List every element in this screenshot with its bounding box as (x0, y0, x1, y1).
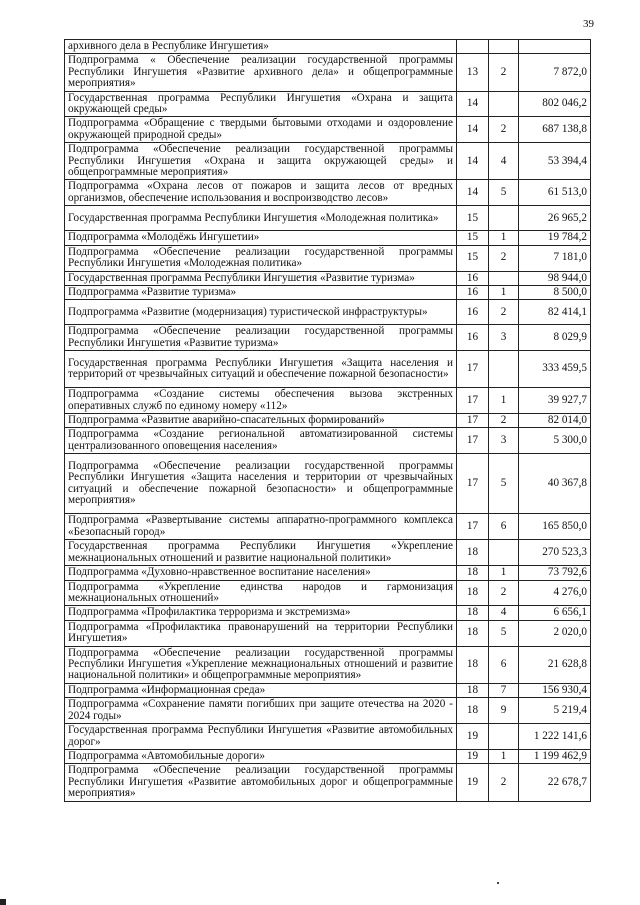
subprogram-code-cell: 5 (489, 620, 519, 646)
subprogram-code-cell (489, 40, 519, 54)
subprogram-code-cell: 2 (489, 54, 519, 91)
subprogram-code-cell (489, 540, 519, 566)
table-row (65, 351, 591, 388)
amount-cell: 98 944,0 (519, 271, 591, 285)
program-name-cell: Подпрограмма «Обеспечение реализации государственной программы Республики Ингушетия «Охрана и защита окружающей среды» и общепрограммные мероприятия» (65, 143, 457, 180)
program-name-cell: Подпрограмма « Обеспечение реализации государственной программы Республики Ингушетия «Развитие архивного дела» и общепрограммные мероприятия» (65, 54, 457, 91)
program-code-cell: 17 (457, 514, 489, 540)
amount-cell: 19 784,2 (519, 231, 591, 245)
amount-cell: 2 020,0 (519, 620, 591, 646)
program-code-cell: 18 (457, 683, 489, 697)
program-name-cell: Государственная программа Республики Ингушетия «Защита населения и территорий от чрезвычайных ситуаций и обеспечение пожарной безопасности» (65, 351, 457, 388)
program-code-cell: 17 (457, 428, 489, 454)
amount-cell: 687 138,8 (519, 117, 591, 143)
subprogram-code-cell: 1 (489, 285, 519, 299)
table-row (65, 143, 591, 180)
program-name-cell: Государственная программа Республики Ингушетия «Охрана и защита окружающей среды» (65, 91, 457, 117)
amount-cell: 40 367,8 (519, 454, 591, 514)
program-name-cell: Подпрограмма «Профилактика правонарушений на территории Республики Ингушетия» (65, 620, 457, 646)
table-row (65, 388, 591, 414)
program-name-cell: Подпрограмма «Профилактика терроризма и экстремизма» (65, 606, 457, 620)
program-name-cell: Подпрограмма «Развертывание системы аппаратно-программного комплекса «Безопасный город» (65, 514, 457, 540)
amount-cell: 4 276,0 (519, 580, 591, 606)
amount-cell: 270 523,3 (519, 540, 591, 566)
program-name-cell: Подпрограмма «Духовно-нравственное воспитание населения» (65, 566, 457, 580)
program-name-cell: Подпрограмма «Информационная среда» (65, 683, 457, 697)
table-row (65, 540, 591, 566)
table-row (65, 245, 591, 271)
amount-cell: 8 500,0 (519, 285, 591, 299)
program-name-cell: Подпрограмма «Обеспечение реализации государственной программы Республики Ингушетия «Защита населения и территории от чрезвычайных ситуаций и обеспечение пожарной безопасности» и общепрограммные мероприятия» (65, 454, 457, 514)
amount-cell: 156 930,4 (519, 683, 591, 697)
amount-cell: 333 459,5 (519, 351, 591, 388)
table-row (65, 413, 591, 427)
program-name-cell: Подпрограмма «Сохранение памяти погибших при защите отечества на 2020 - 2024 годы» (65, 698, 457, 724)
subprogram-code-cell: 9 (489, 698, 519, 724)
program-code-cell: 18 (457, 698, 489, 724)
subprogram-code-cell: 1 (489, 750, 519, 764)
program-code-cell: 14 (457, 180, 489, 206)
table-row (65, 620, 591, 646)
program-code-cell (457, 40, 489, 54)
table-row (65, 428, 591, 454)
amount-cell: 1 199 462,9 (519, 750, 591, 764)
program-name-cell: Подпрограмма «Молодёжь Ингушетии» (65, 231, 457, 245)
scan-artifact (497, 882, 499, 884)
subprogram-code-cell: 6 (489, 514, 519, 540)
program-code-cell: 18 (457, 620, 489, 646)
program-name-cell: Подпрограмма «Автомобильные дороги» (65, 750, 457, 764)
amount-cell (519, 40, 591, 54)
budget-table (64, 39, 591, 802)
amount-cell: 26 965,2 (519, 206, 591, 231)
program-code-cell: 16 (457, 300, 489, 325)
table-row (65, 750, 591, 764)
subprogram-code-cell: 6 (489, 646, 519, 683)
amount-cell: 7 181,0 (519, 245, 591, 271)
amount-cell: 7 872,0 (519, 54, 591, 91)
amount-cell: 8 029,9 (519, 325, 591, 351)
subprogram-code-cell (489, 351, 519, 388)
table-row (65, 606, 591, 620)
program-name-cell: архивного дела в Республике Ингушетия» (65, 40, 457, 54)
table-row (65, 180, 591, 206)
program-code-cell: 16 (457, 325, 489, 351)
subprogram-code-cell (489, 91, 519, 117)
subprogram-code-cell: 4 (489, 606, 519, 620)
table-row (65, 285, 591, 299)
table-row (65, 580, 591, 606)
subprogram-code-cell: 2 (489, 580, 519, 606)
table-row (65, 300, 591, 325)
program-code-cell: 18 (457, 566, 489, 580)
subprogram-code-cell: 1 (489, 566, 519, 580)
table-row (65, 54, 591, 91)
program-name-cell: Государственная программа Республики Ингушетия «Развитие туризма» (65, 271, 457, 285)
program-name-cell: Подпрограмма «Обеспечение реализации государственной программы Республики Ингушетия «Развитие автомобильных дорог и общепрограммные мероприятия» (65, 764, 457, 801)
program-name-cell: Подпрограмма «Обращение с твердыми бытовыми отходами и оздоровление окружающей природной среды» (65, 117, 457, 143)
table-row (65, 454, 591, 514)
amount-cell: 61 513,0 (519, 180, 591, 206)
program-code-cell: 17 (457, 388, 489, 414)
amount-cell: 1 222 141,6 (519, 724, 591, 750)
program-name-cell: Подпрограмма «Создание региональной автоматизированной системы централизованного оповещения населения» (65, 428, 457, 454)
table-row (65, 566, 591, 580)
budget-table-body (65, 40, 591, 802)
program-code-cell: 15 (457, 245, 489, 271)
subprogram-code-cell: 5 (489, 454, 519, 514)
table-row (65, 117, 591, 143)
program-code-cell: 16 (457, 271, 489, 285)
subprogram-code-cell: 4 (489, 143, 519, 180)
program-code-cell: 14 (457, 91, 489, 117)
program-name-cell: Государственная программа Республики Ингушетия «Молодежная политика» (65, 206, 457, 231)
amount-cell: 5 219,4 (519, 698, 591, 724)
program-code-cell: 18 (457, 646, 489, 683)
program-code-cell: 13 (457, 54, 489, 91)
program-code-cell: 14 (457, 143, 489, 180)
scan-edge-mark (0, 899, 6, 905)
table-row (65, 325, 591, 351)
program-name-cell: Подпрограмма «Развитие (модернизация) туристической инфраструктуры» (65, 300, 457, 325)
program-name-cell: Государственная программа Республики Ингушетия «Развитие автомобильных дорог» (65, 724, 457, 750)
subprogram-code-cell (489, 271, 519, 285)
subprogram-code-cell: 1 (489, 231, 519, 245)
table-row (65, 724, 591, 750)
amount-cell: 802 046,2 (519, 91, 591, 117)
program-name-cell: Подпрограмма «Развитие туризма» (65, 285, 457, 299)
table-row (65, 514, 591, 540)
amount-cell: 82 014,0 (519, 413, 591, 427)
program-code-cell: 18 (457, 606, 489, 620)
program-name-cell: Подпрограмма «Охрана лесов от пожаров и защита лесов от вредных организмов, обеспечение использования и воспроизводство лесов» (65, 180, 457, 206)
amount-cell: 6 656,1 (519, 606, 591, 620)
subprogram-code-cell: 3 (489, 325, 519, 351)
program-code-cell: 15 (457, 206, 489, 231)
program-code-cell: 19 (457, 724, 489, 750)
table-row (65, 698, 591, 724)
amount-cell: 165 850,0 (519, 514, 591, 540)
program-code-cell: 19 (457, 750, 489, 764)
program-name-cell: Подпрограмма «Укрепление единства народов и гармонизация межнациональных отношений» (65, 580, 457, 606)
program-code-cell: 17 (457, 413, 489, 427)
program-name-cell: Подпрограмма «Обеспечение реализации государственной программы Республики Ингушетия «Молодежная политика» (65, 245, 457, 271)
amount-cell: 21 628,8 (519, 646, 591, 683)
amount-cell: 22 678,7 (519, 764, 591, 801)
program-code-cell: 14 (457, 117, 489, 143)
subprogram-code-cell: 2 (489, 413, 519, 427)
amount-cell: 82 414,1 (519, 300, 591, 325)
subprogram-code-cell (489, 724, 519, 750)
subprogram-code-cell (489, 206, 519, 231)
program-name-cell: Государственная программа Республики Ингушетия «Укрепление межнациональных отношений и развитие национальной политики» (65, 540, 457, 566)
subprogram-code-cell: 2 (489, 245, 519, 271)
table-row (65, 40, 591, 54)
program-code-cell: 16 (457, 285, 489, 299)
subprogram-code-cell: 5 (489, 180, 519, 206)
table-row (65, 271, 591, 285)
program-code-cell: 18 (457, 540, 489, 566)
program-name-cell: Подпрограмма «Обеспечение реализации государственной программы Республики Ингушетия «Укрепление межнациональных отношений и развитие национальной политики» и общепрограммные мероприятия» (65, 646, 457, 683)
table-row (65, 231, 591, 245)
amount-cell: 39 927,7 (519, 388, 591, 414)
program-code-cell: 18 (457, 580, 489, 606)
subprogram-code-cell: 1 (489, 388, 519, 414)
subprogram-code-cell: 2 (489, 300, 519, 325)
table-row (65, 646, 591, 683)
table-row (65, 91, 591, 117)
amount-cell: 73 792,6 (519, 566, 591, 580)
subprogram-code-cell: 2 (489, 117, 519, 143)
subprogram-code-cell: 3 (489, 428, 519, 454)
program-name-cell: Подпрограмма «Развитие аварийно-спасательных формирований» (65, 413, 457, 427)
table-row (65, 764, 591, 801)
subprogram-code-cell: 2 (489, 764, 519, 801)
amount-cell: 53 394,4 (519, 143, 591, 180)
subprogram-code-cell: 7 (489, 683, 519, 697)
program-code-cell: 19 (457, 764, 489, 801)
program-name-cell: Подпрограмма «Обеспечение реализации государственной программы Республики Ингушетия «Развитие туризма» (65, 325, 457, 351)
amount-cell: 5 300,0 (519, 428, 591, 454)
program-code-cell: 17 (457, 351, 489, 388)
page-number: 39 (583, 18, 594, 30)
table-row (65, 206, 591, 231)
program-code-cell: 15 (457, 231, 489, 245)
program-name-cell: Подпрограмма «Создание системы обеспечения вызова экстренных оперативных служб по единому номеру «112» (65, 388, 457, 414)
program-code-cell: 17 (457, 454, 489, 514)
table-row (65, 683, 591, 697)
